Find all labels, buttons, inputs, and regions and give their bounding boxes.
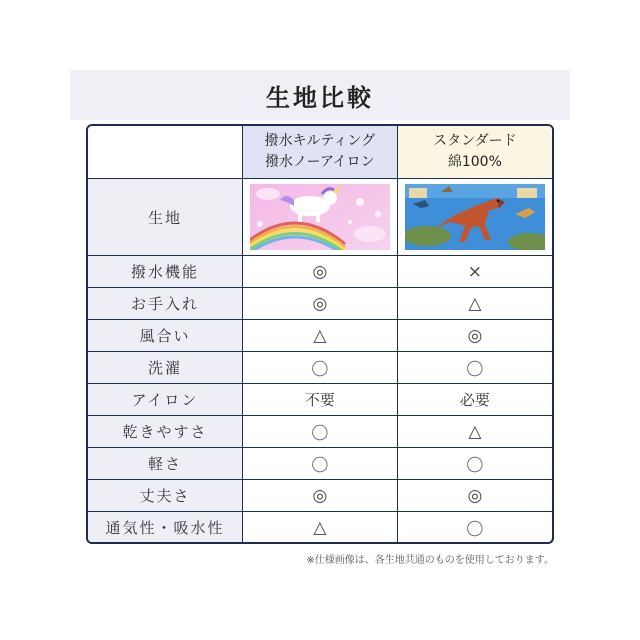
rating-b: 〇	[397, 448, 552, 480]
unicorn-fabric-image	[250, 184, 390, 250]
row-label: 通気性・吸水性	[88, 512, 243, 544]
rating-a: ◎	[243, 288, 398, 320]
rating-b: ◎	[397, 320, 552, 352]
table-row	[88, 512, 552, 544]
title-band	[70, 70, 570, 120]
rating-b: ×	[397, 256, 552, 288]
page-title: 生地比較	[266, 83, 374, 112]
table-row	[88, 288, 552, 320]
rating-a: 不要	[243, 384, 398, 416]
table-row	[88, 256, 552, 288]
fabric-image-cell-a	[243, 179, 398, 256]
comparison-table	[86, 124, 554, 544]
row-label: 撥水機能	[88, 256, 243, 288]
table-row	[88, 480, 552, 512]
rating-a: 〇	[243, 352, 398, 384]
footnote: ※仕様画像は、各生地共通のものを使用しております。	[306, 555, 554, 566]
rating-a: ◎	[243, 480, 398, 512]
rating-b: △	[397, 416, 552, 448]
header-a-line2: 撥水ノーアイロン	[265, 154, 375, 170]
fabric-row-label: 生地	[88, 179, 243, 256]
rating-b: 必要	[397, 384, 552, 416]
row-label: お手入れ	[88, 288, 243, 320]
row-label: 洗濯	[88, 352, 243, 384]
rating-a: △	[243, 320, 398, 352]
rating-b: 〇	[397, 512, 552, 544]
rating-a: ◎	[243, 256, 398, 288]
row-label: 丈夫さ	[88, 480, 243, 512]
header-b-line2: 綿100%	[447, 154, 502, 170]
row-label: 風合い	[88, 320, 243, 352]
header-a-line1: 撥水キルティング	[264, 133, 376, 149]
table-row	[88, 384, 552, 416]
table-row	[88, 448, 552, 480]
header-blank-cell	[88, 126, 243, 179]
table-row	[88, 352, 552, 384]
header-row	[88, 126, 552, 179]
header-water-repellent	[243, 126, 398, 179]
fabric-image-cell-b	[397, 179, 552, 256]
rating-a: △	[243, 512, 398, 544]
header-standard	[397, 126, 552, 179]
row-label: 乾きやすさ	[88, 416, 243, 448]
row-label: アイロン	[88, 384, 243, 416]
rating-a: 〇	[243, 448, 398, 480]
rating-b: △	[397, 288, 552, 320]
rating-b: ◎	[397, 480, 552, 512]
rating-b: 〇	[397, 352, 552, 384]
header-b-line1: スタンダード	[433, 133, 517, 149]
table-row	[88, 416, 552, 448]
rating-a: 〇	[243, 416, 398, 448]
row-label: 軽さ	[88, 448, 243, 480]
table-row	[88, 320, 552, 352]
fabric-row	[88, 179, 552, 256]
dinosaur-fabric-image	[405, 184, 545, 250]
